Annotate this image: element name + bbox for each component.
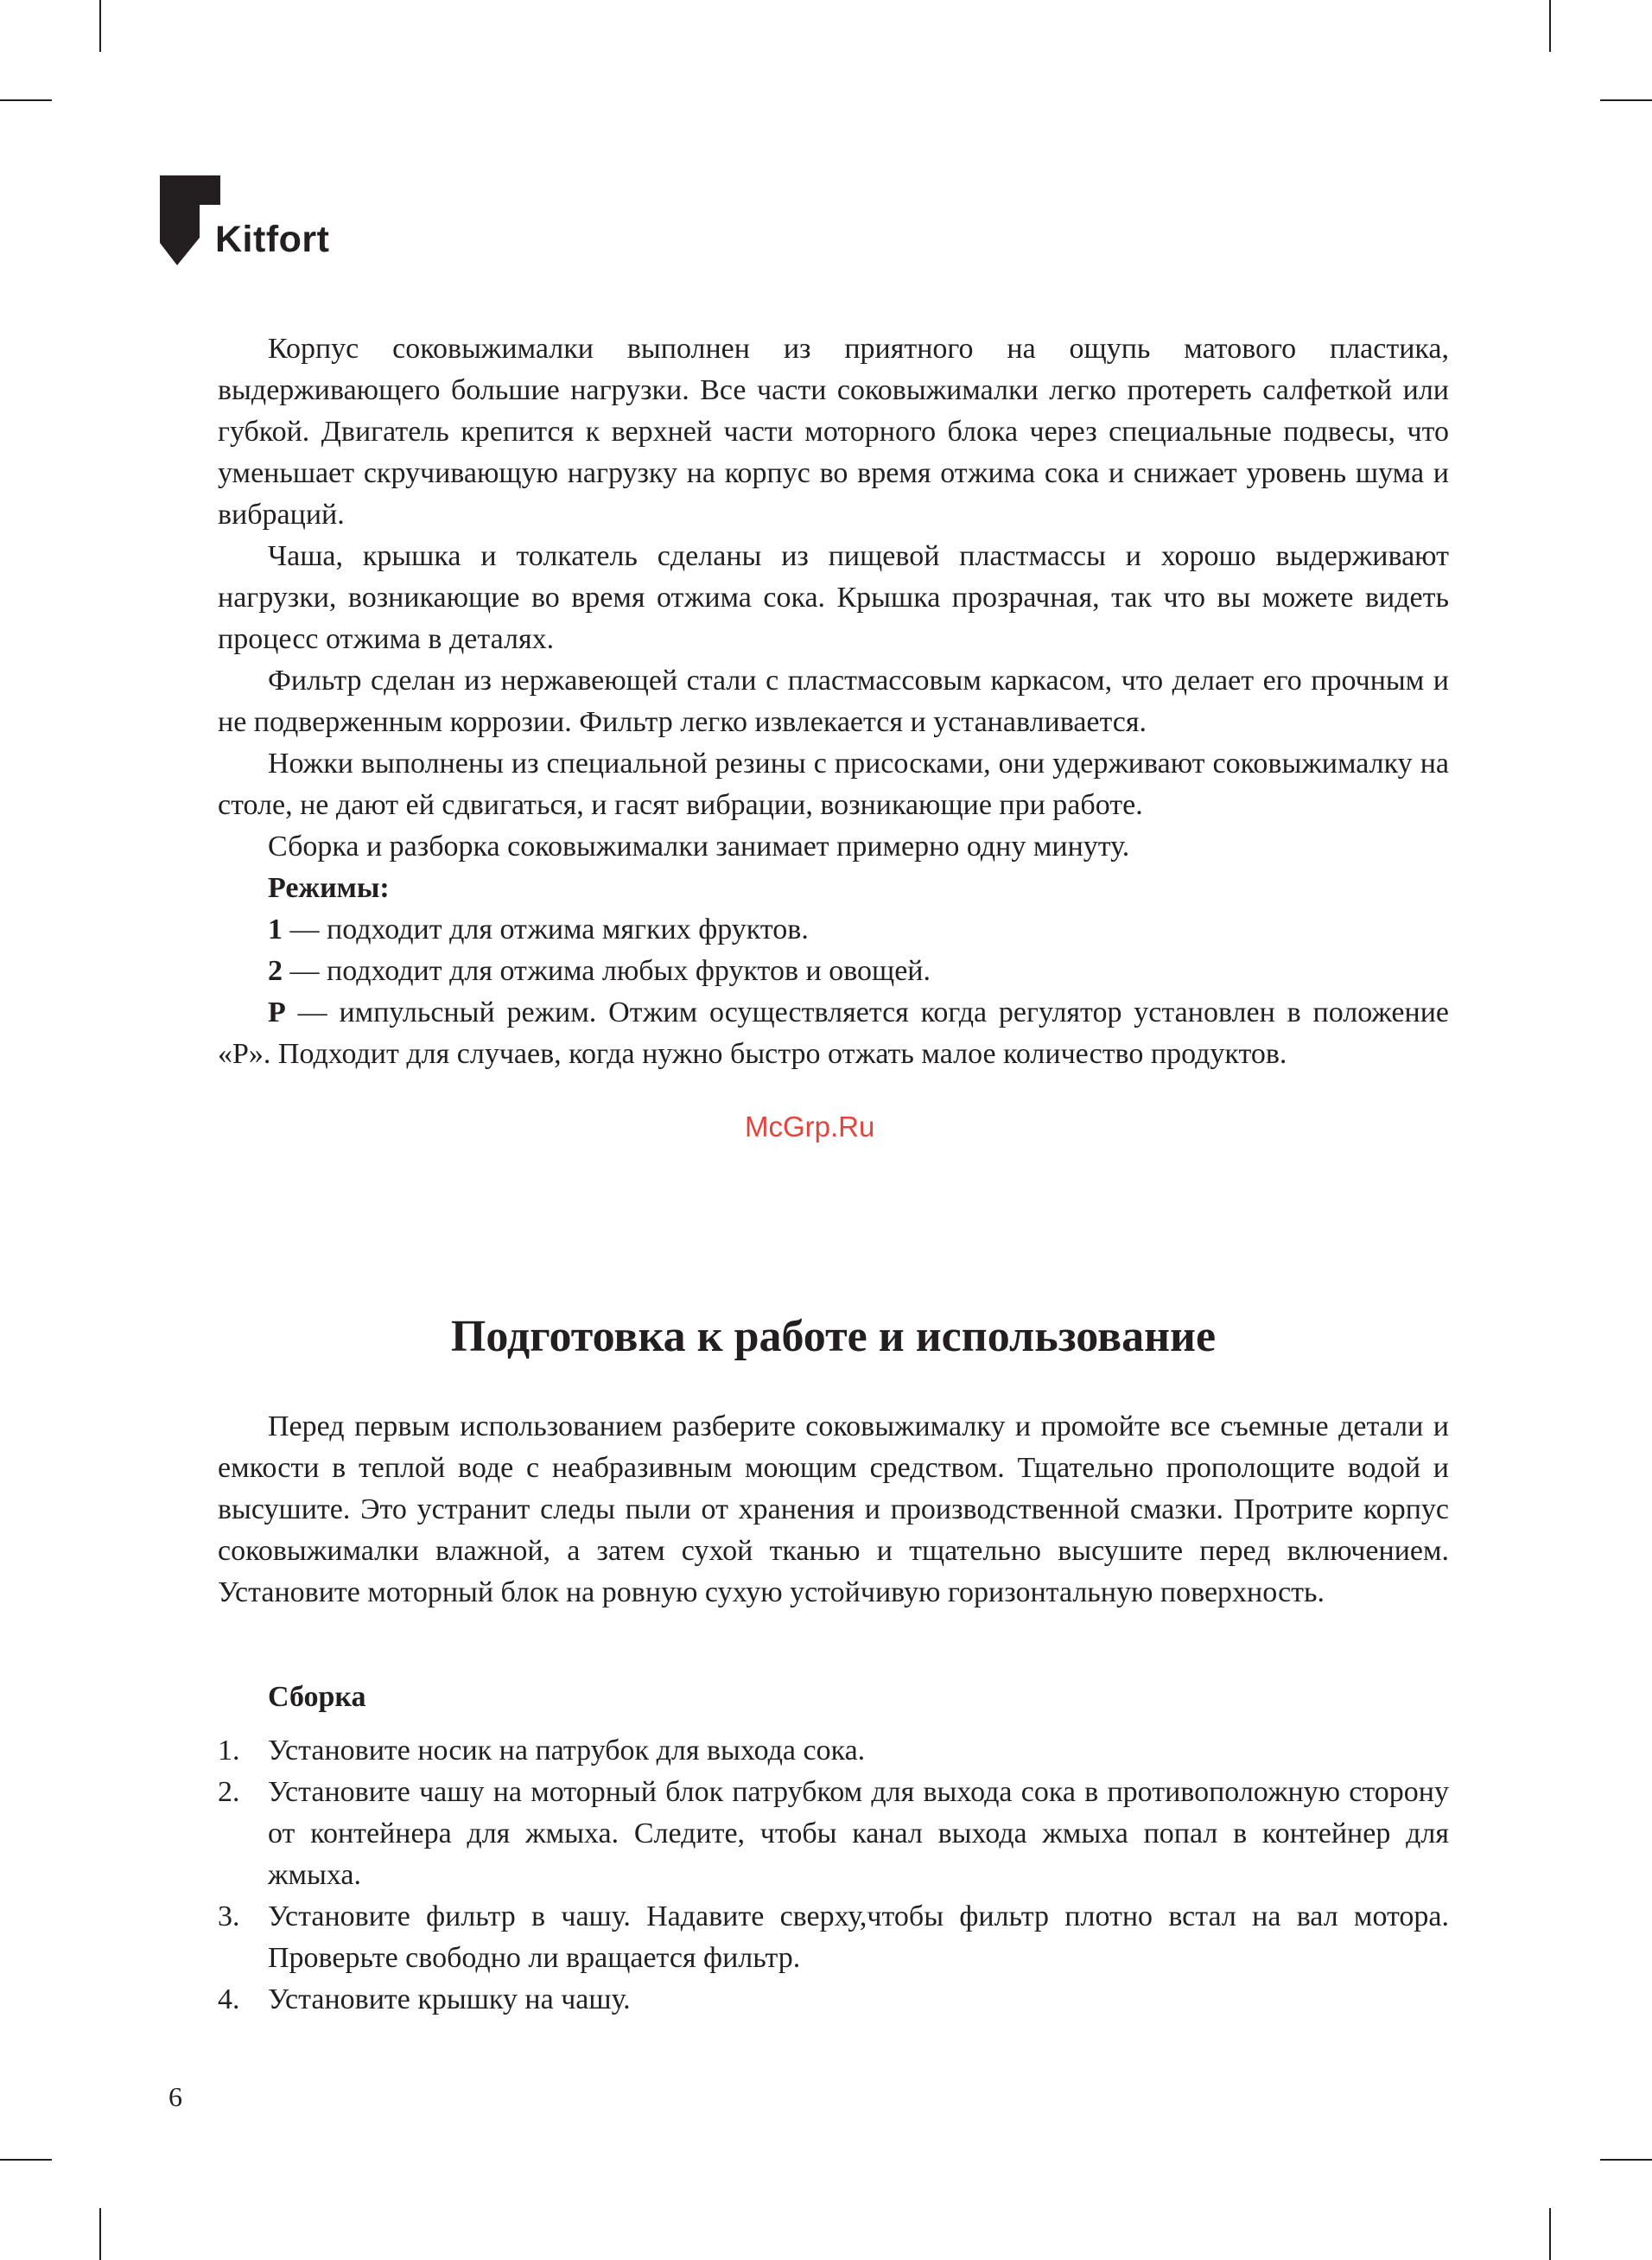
watermark: McGrp.Ru <box>745 1111 875 1143</box>
crop-mark <box>1600 99 1652 101</box>
list-item <box>218 1896 1449 1979</box>
step-text: Установите крышку на чашу. <box>268 1983 631 2015</box>
assembly-title: Сборка <box>268 1681 366 1713</box>
crop-mark <box>1549 2208 1551 2260</box>
crop-mark <box>99 0 101 52</box>
mode-text: — импульсный режим. Отжим осуществляется когда регулятор установлен в положение «P». Подходит для случаев, когда нужно быстро отжать малое количество продуктов. <box>218 996 1449 1070</box>
brand-name: Kitfort <box>215 219 330 260</box>
paragraph: Корпус соковыжималки выполнен из приятного на ощупь матового пластика, выдерживающего большие нагрузки. Все части соковыжималки легко протереть салфеткой или губкой. Двигатель крепится к верхней части моторного блока через специальные подвесы, что уменьшает скручивающую нагрузку на корпус во время отжима сока и снижает уровень шума и вибраций. <box>218 333 1449 531</box>
mode-key: 1 <box>268 914 283 945</box>
crop-mark <box>1549 0 1551 52</box>
list-item <box>218 1730 1449 1772</box>
list-item <box>218 1772 1449 1896</box>
crop-mark <box>0 99 52 101</box>
step-text: Установите фильтр в чашу. Надавите сверху,чтобы фильтр плотно встал на вал мотора. Проверьте свободно ли вращается фильтр. <box>268 1900 1449 1974</box>
paragraph: Чаша, крышка и толкатель сделаны из пищевой пластмассы и хорошо выдерживают нагрузки, возникающие во время отжима сока. Крышка прозрачная, так что вы можете видеть процесс отжима в деталях. <box>218 540 1449 655</box>
paragraph: Фильтр сделан из нержавеющей стали с пластмассовым каркасом, что делает его прочным и не подверженным коррозии. Фильтр легко извлекается и устанавливается. <box>218 665 1449 738</box>
assembly-block <box>218 1677 1449 2021</box>
kitfort-logo-icon <box>158 175 224 266</box>
page-number: 6 <box>168 2081 182 2112</box>
mode-key: 2 <box>268 955 283 987</box>
paragraph: Сборка и разборка соковыжималки занимает примерно одну минуту. <box>268 831 1130 863</box>
mode-text: — подходит для отжима мягких фруктов. <box>283 914 809 945</box>
step-text: Установите носик на патрубок для выхода сока. <box>268 1735 866 1767</box>
step-number: 4. <box>218 1983 240 2015</box>
paragraph: Ножки выполнены из специальной резины с присосками, они удерживают соковыжималку на столе, не дают ей сдвигаться, и гасят вибрации, возникающие при работе. <box>218 748 1449 821</box>
intro-text <box>218 328 1449 1075</box>
section-text <box>218 1406 1449 1614</box>
mode-item <box>218 909 1449 951</box>
modes-title: Режимы: <box>268 872 390 904</box>
mode-key: P <box>268 996 286 1028</box>
section-heading: Подготовка к работе и использование <box>450 1312 1217 1361</box>
crop-mark <box>1600 2159 1652 2161</box>
mode-item <box>218 992 1449 1075</box>
brand-logo <box>158 175 383 266</box>
step-number: 3. <box>218 1900 240 1932</box>
assembly-steps <box>218 1730 1449 2021</box>
paragraph: Перед первым использованием разберите соковыжималку и промойте все съемные детали и емкости в теплой воде с неабразивным моющим средством. Тщательно прополощите водой и высушите. Это устранит следы пыли от хранения и производственной смазки. Протрите корпус соковыжималки влажной, а затем сухой тканью и тщательно высушите перед включением. Установите моторный блок на ровную сухую устойчивую горизонтальную поверхность. <box>218 1410 1449 1608</box>
mode-item <box>218 951 1449 992</box>
step-text: Установите чашу на моторный блок патрубком для выхода сока в противоположную сторону от контейнера для жмыха. Следите, чтобы канал выхода жмыха попал в контейнер для жмыха. <box>268 1776 1449 1891</box>
mode-text: — подходит для отжима любых фруктов и овощей. <box>283 955 931 987</box>
crop-mark <box>0 2159 52 2161</box>
step-number: 1. <box>218 1735 240 1767</box>
list-item <box>218 1979 1449 2021</box>
crop-mark <box>99 2208 101 2260</box>
step-number: 2. <box>218 1776 240 1808</box>
